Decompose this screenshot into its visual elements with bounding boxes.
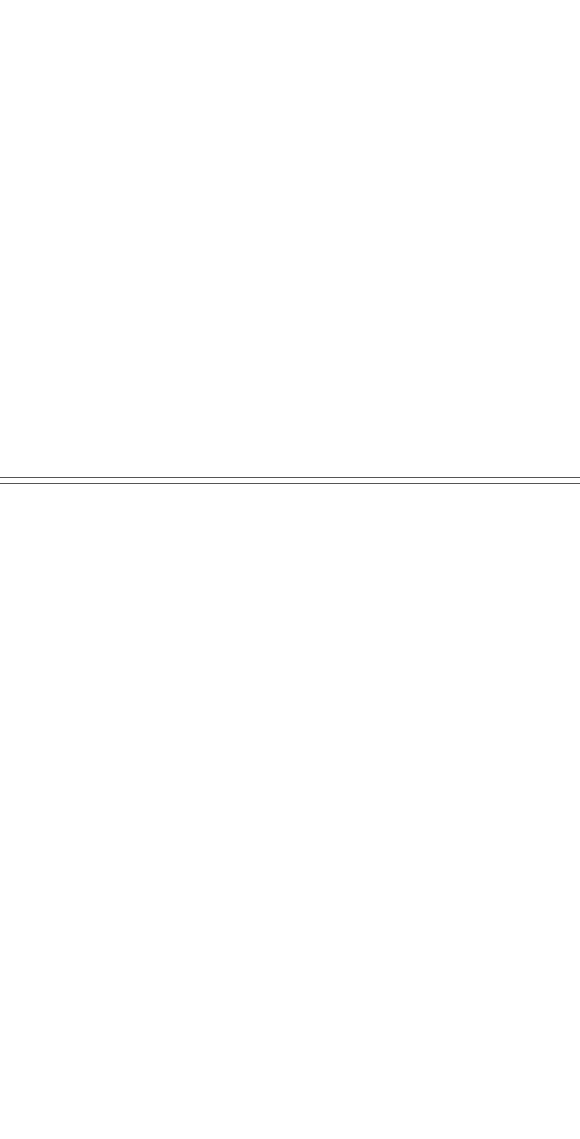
page-divider xyxy=(0,477,580,484)
page-bottom xyxy=(0,484,580,1139)
page-top xyxy=(0,0,580,477)
